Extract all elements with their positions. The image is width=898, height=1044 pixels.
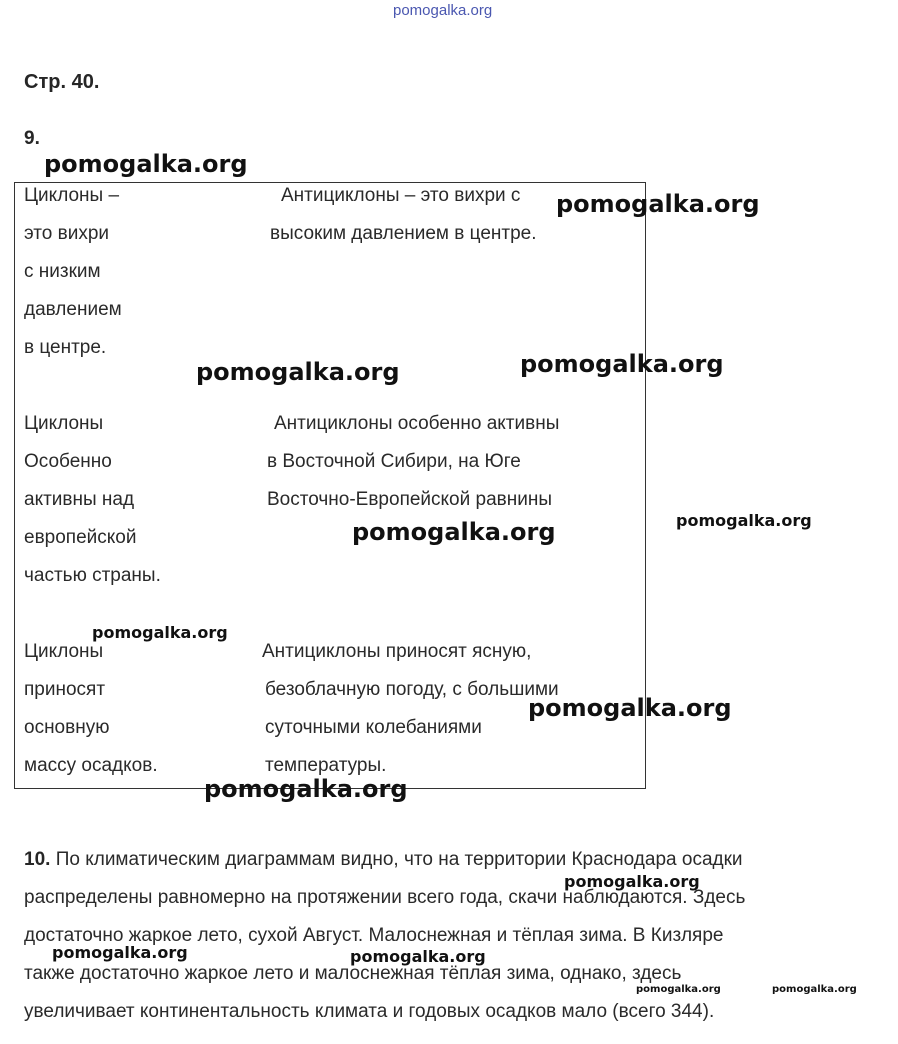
task-10-line: 10. По климатическим диаграммам видно, что на территории Краснодара осадки [24,849,743,870]
row-1-left-line: это вихри [24,223,109,244]
row-1-left-line: давлением [24,299,122,320]
row-3-left-line: приносят [24,679,106,700]
row-2-anticyclones-b [267,443,552,519]
task-10-line: также достаточно жаркое лето и малоснежная тёплая зима, однако, здесь [24,963,682,984]
row-2-left-line: активны над [24,489,135,510]
watermark: pomogalka.org [92,623,228,642]
watermark: pomogalka.org [352,518,556,546]
row-3-left-line: массу осадков. [24,755,158,776]
watermark: pomogalka.org [44,150,248,178]
top-watermark: pomogalka.org [393,2,493,19]
row-3-anticyclones-b [265,671,559,785]
task-10-number: 10. [24,849,51,870]
task-9-number: 9. [24,128,40,149]
row-1-cyclones [24,177,122,367]
watermark: pomogalka.org [52,943,188,962]
row-1-left-line: в центре. [24,337,107,358]
task-10-paragraph [24,841,881,1031]
row-1-anticyclones-b [270,215,537,253]
watermark: pomogalka.org [350,947,486,966]
row-2-right-line: в Восточной Сибири, на Юге [267,451,521,472]
watermark: pomogalka.org [520,350,724,378]
row-2-anticyclones-a [274,405,559,443]
row-3-right-line: суточными колебаниями [265,717,482,738]
row-2-left-line: Особенно [24,451,112,472]
watermark: pomogalka.org [196,358,400,386]
row-3-cyclones [24,633,158,785]
page-title: Стр. 40. [24,71,100,93]
row-2-left-line: частью страны. [24,565,161,586]
row-3-left-line: основную [24,717,110,738]
watermark: pomogalka.org [528,694,732,722]
row-2-left-line: Циклоны [24,413,104,434]
row-1-right-line: Антициклоны – это вихри с [281,185,521,206]
row-2-left-line: европейской [24,527,137,548]
watermark: pomogalka.org [556,190,760,218]
row-2-right-line: Восточно-Европейской равнины [267,489,552,510]
row-3-right-line: безоблачную погоду, с большими [265,679,559,700]
row-3-anticyclones-a [262,633,531,671]
row-1-left-line: Циклоны – [24,185,120,206]
row-3-right-line: Антициклоны приносят ясную, [262,641,532,662]
watermark: pomogalka.org [772,984,857,995]
row-3-right-line: температуры. [265,755,387,776]
task-10-line: распределены равномерно на протяжении всего года, скачи наблюдаются. Здесь [24,887,746,908]
watermark: pomogalka.org [204,775,408,803]
row-2-right-line: Антициклоны особенно активны [274,413,560,434]
task-10-line: увеличивает континентальность климата и годовых осадков мало (всего 344). [24,1001,715,1022]
task-10-line: достаточно жаркое лето, сухой Август. Малоснежная и тёплая зима. В Кизляре [24,925,724,946]
watermark: pomogalka.org [564,872,700,891]
row-1-left-line: с низким [24,261,101,282]
row-3-left-line: Циклоны [24,641,104,662]
row-1-anticyclones-a [281,177,520,215]
watermark: pomogalka.org [636,984,721,995]
watermark: pomogalka.org [676,511,812,530]
row-2-cyclones [24,405,161,595]
row-1-right-line: высоким давлением в центре. [270,223,537,244]
